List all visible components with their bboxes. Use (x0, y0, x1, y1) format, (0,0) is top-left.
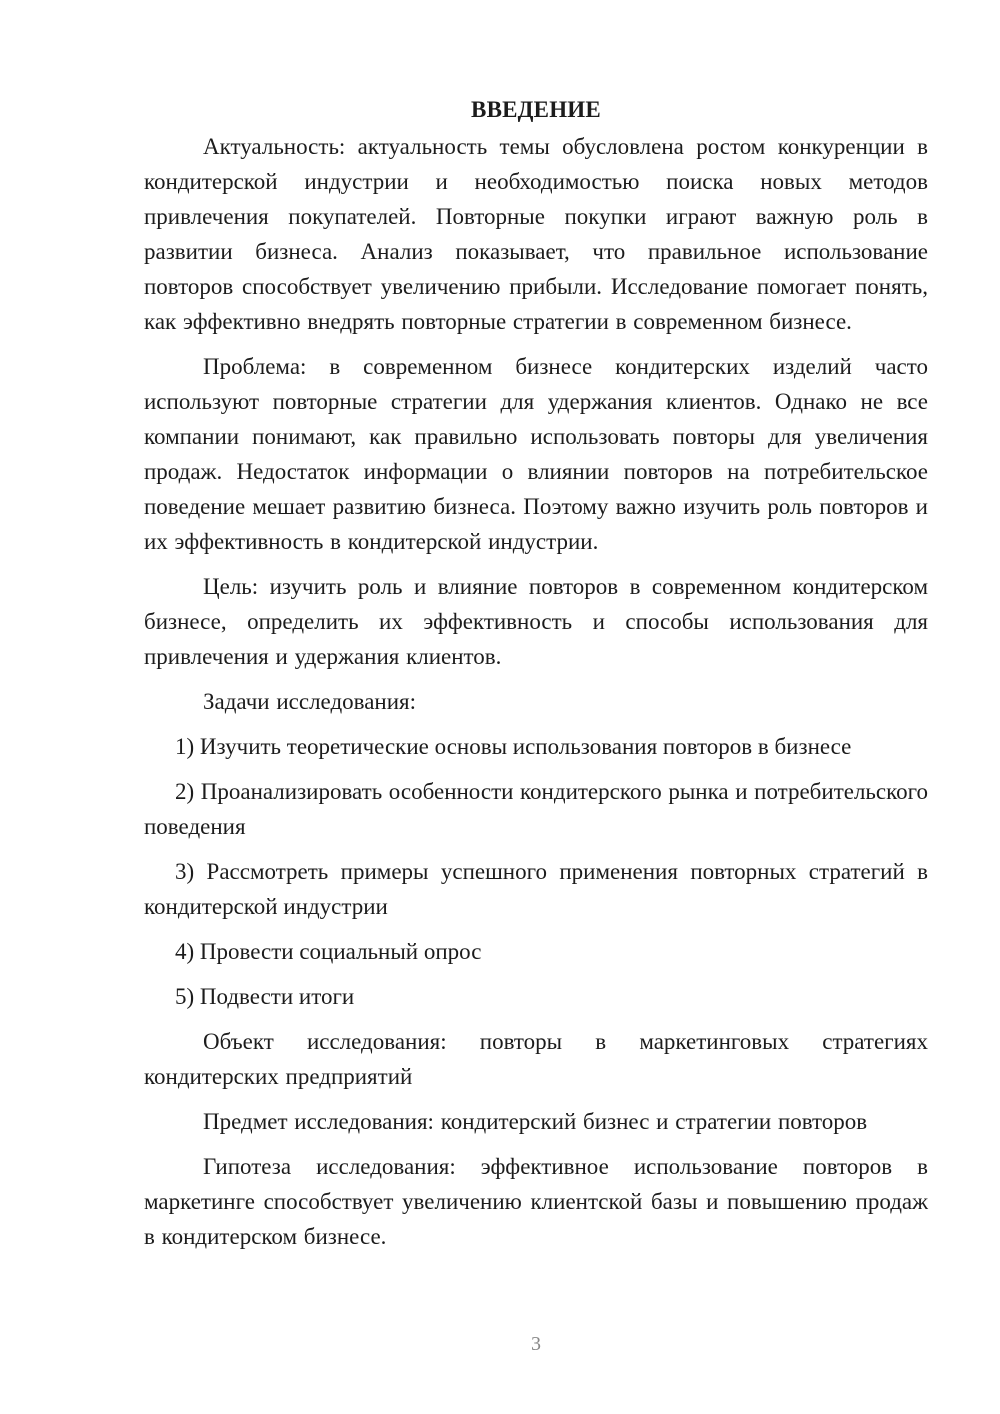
task-item-2: 2) Проанализировать особенности кондитерского рынка и потребительского поведения (144, 779, 928, 839)
relevance-paragraph: Актуальность: актуальность темы обусловлена ростом конкуренции в кондитерской индустрии и необходимостью поиска новых методов привлечения покупателей. Повторные покупки играют важную роль в развитии бизнеса. Анализ показывает, что правильное использование повторов способствует увеличению прибыли. Исследование помогает понять, как эффективно внедрять повторные стратегии в современном бизнесе. (144, 134, 928, 334)
hypothesis-paragraph: Гипотеза исследования: эффективное использование повторов в маркетинге способствует увеличению клиентской базы и повышению продаж в кондитерском бизнесе. (144, 1154, 928, 1249)
task-item-3: 3) Рассмотреть примеры успешного применения повторных стратегий в кондитерской индустрии (144, 859, 928, 919)
task-item-5: 5) Подвести итоги (175, 984, 355, 1009)
page-title: ВВЕДЕНИЕ (471, 97, 601, 122)
object-paragraph: Объект исследования: повторы в маркетинговых стратегиях кондитерских предприятий (144, 1029, 928, 1089)
document-body (144, 92, 928, 1264)
task-item-1: 1) Изучить теоретические основы использования повторов в бизнесе (175, 734, 852, 759)
page-number: 3 (531, 1333, 541, 1355)
tasks-heading: Задачи исследования: (203, 689, 417, 714)
goal-paragraph: Цель: изучить роль и влияние повторов в современном кондитерском бизнесе, определить их эффективность и способы использования для привлечения и удержания клиентов. (144, 574, 928, 669)
task-item-4: 4) Провести социальный опрос (175, 939, 482, 964)
subject-paragraph: Предмет исследования: кондитерский бизнес и стратегии повторов (203, 1109, 868, 1134)
problem-paragraph: Проблема: в современном бизнесе кондитерских изделий часто используют повторные стратегии для удержания клиентов. Однако не все компании понимают, как правильно использовать повторы для увеличения продаж. Недостаток информации о влиянии повторов на потребительское поведение мешает развитию бизнеса. Поэтому важно изучить роль повторов и их эффективность в кондитерской индустрии. (144, 354, 928, 554)
